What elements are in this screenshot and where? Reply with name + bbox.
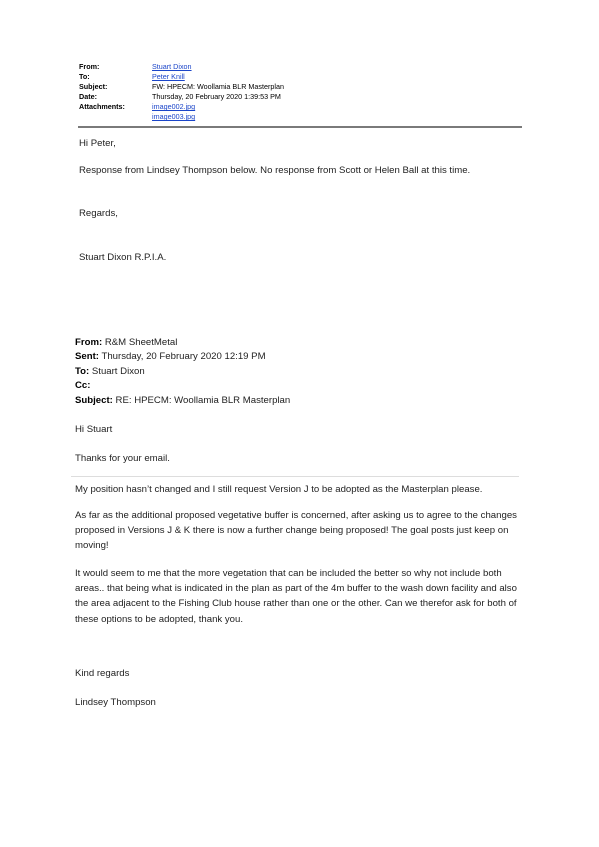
subject-value: FW: HPECM: Woollamia BLR Masterplan [152,82,284,91]
fwd-from-label: From: [75,337,103,348]
fwd-sent-value: Thursday, 20 February 2020 12:19 PM [101,351,266,362]
fwd-name: Lindsey Thompson [75,697,156,708]
header-attachments-row [79,102,284,122]
fwd-to [75,366,145,377]
date-value: Thursday, 20 February 2020 1:39:53 PM [152,92,281,101]
fwd-to-value: Stuart Dixon [91,366,145,377]
fwd-paragraph-1: My position hasn’t changed and I still request Version J to be adopted as the Masterplan please. [75,484,483,495]
fwd-subject-value: RE: HPECM: Woollamia BLR Masterplan [115,395,291,406]
to-link[interactable]: Peter Knill [152,72,185,81]
fwd-from-value: R&M SheetMetal [104,337,178,348]
from-label: From: [79,62,100,71]
fwd-paragraph-3: It would seem to me that the more vegetation that can be included the better so why not include both areas.. that being what is indicated in the plan as part of the 4m buffer to the wash down facility and also the area adjacent to the Fishing Club house rather than one or the other. Can we therefor ask for both of these options to be adopted, thank you. [75,568,517,625]
fwd-sent [75,351,266,362]
header-from-row [79,62,284,72]
header-date-row [79,92,284,102]
fwd-paragraph-2: As far as the additional proposed vegetative buffer is concerned, after asking us to agree to the changes proposed in Versions J & K there is now a further change being proposed! The goal posts just keep on moving! [75,510,517,552]
to-label: To: [79,72,90,81]
regards: Regards, [79,208,118,219]
email-header [79,62,284,122]
header-divider [78,126,522,128]
subject-label: Subject: [79,82,108,91]
fwd-thanks: Thanks for your email. [75,453,170,464]
attachments-list [152,102,195,122]
fwd-closing: Kind regards [75,668,130,679]
attachment-link[interactable]: image003.jpg [152,112,196,121]
fwd-subject [75,395,290,406]
greeting: Hi Peter, [79,138,116,149]
quote-divider [71,476,519,477]
header-to-row [79,72,284,82]
fwd-to-label: To: [75,366,90,377]
fwd-cc-label: Cc: [75,380,91,391]
from-link[interactable]: Stuart Dixon [152,62,192,71]
message-body: Response from Lindsey Thompson below. No response from Scott or Helen Ball at this time. [79,165,471,176]
fwd-subject-label: Subject: [75,395,113,406]
attachments-label: Attachments: [79,102,125,111]
fwd-cc [75,380,90,391]
signature: Stuart Dixon R.P.I.A. [79,252,167,263]
fwd-greeting: Hi Stuart [75,424,113,435]
date-label: Date: [79,92,97,101]
attachment-link[interactable]: image002.jpg [152,102,196,111]
fwd-sent-label: Sent: [75,351,99,362]
fwd-from [75,337,177,348]
header-subject-row [79,82,284,92]
